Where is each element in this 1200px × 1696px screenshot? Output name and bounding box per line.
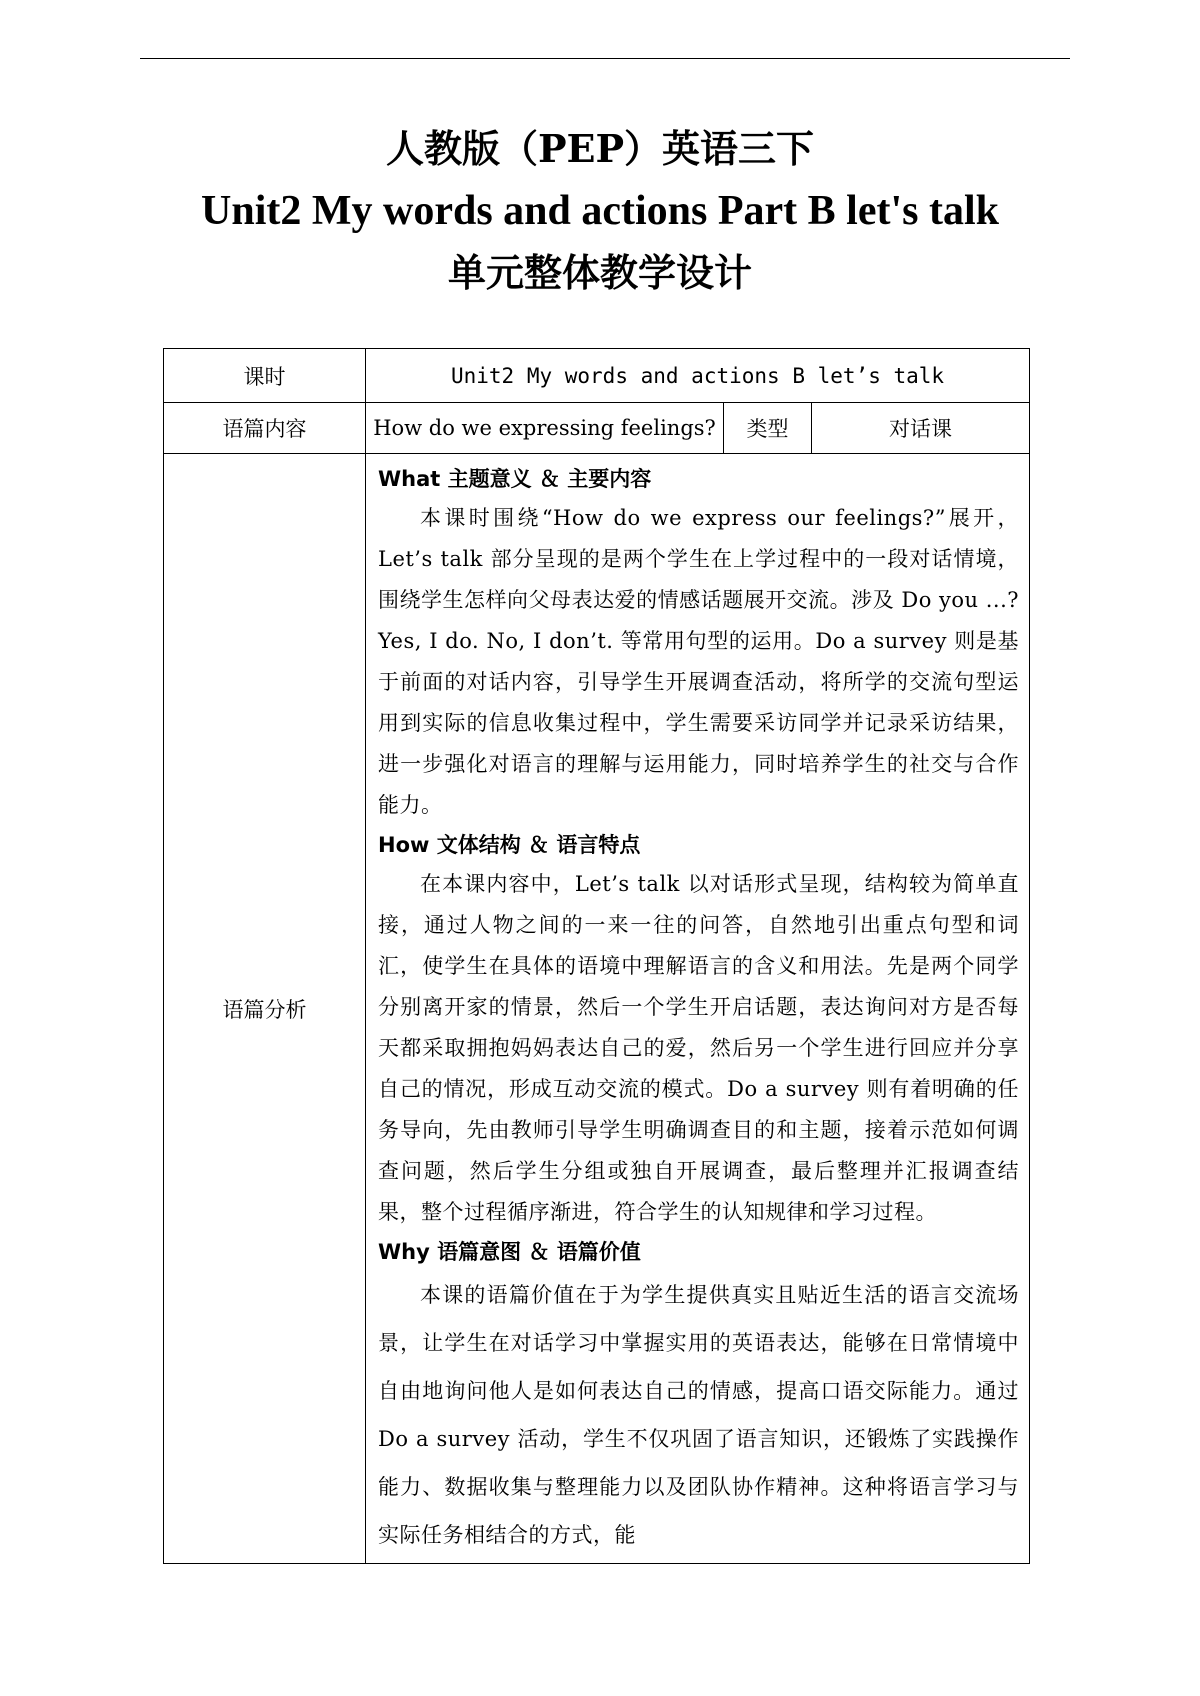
type-value: 对话课 xyxy=(812,403,1030,454)
header-rule xyxy=(140,58,1070,59)
analysis-content xyxy=(366,454,1030,1564)
lesson-label: 课时 xyxy=(164,349,366,403)
table-row-lesson xyxy=(164,349,1030,403)
title-line-2: Unit2 My words and actions Part B let's talk xyxy=(201,188,999,234)
section-heading-what: What 主题意义 ＆ 主要内容 xyxy=(378,467,652,491)
type-label: 类型 xyxy=(724,403,812,454)
section-heading-how: How 文体结构 ＆ 语言特点 xyxy=(378,833,641,857)
title-line-3: 单元整体教学设计 xyxy=(447,250,752,295)
section-heading-why: Why 语篇意图 ＆ 语篇价值 xyxy=(378,1240,641,1264)
content-label: 语篇内容 xyxy=(164,403,366,454)
document-title xyxy=(0,118,1200,304)
section-text-how: 在本课内容中，Let’s talk 以对话形式呈现，结构较为简单直接，通过人物之间的一来一往的问答，自然地引出重点句型和词汇，使学生在具体的语境中理解语言的含义和用法。先是两个同学分别离开家的情景，然后一个学生开启话题，表达询问对方是否每天都采取拥抱妈妈表达自己的爱，然后另一个学生进行回应并分享自己的情况，形成互动交流的模式。Do a survey 则有着明确的任务导向，先由教师引导学生明确调查目的和主题，接着示范如何调查问题，然后学生分组或独自开展调查，最后整理并汇报调查结果，整个过程循序渐进，符合学生的认知规律和学习过程。 xyxy=(378,872,1020,1224)
analysis-label: 语篇分析 xyxy=(164,454,366,1564)
section-text-what: 本课时围绕“How do we express our feelings?”展开，Let’s talk 部分呈现的是两个学生在上学过程中的一段对话情境，围绕学生怎样向父母表达爱的情感话题展开交流。涉及 Do you ...? Yes, I do. No, I don’t. 等常用句型的运用。Do a survey 则是基于前面的对话内容，引导学生开展调查活动，将所学的交流句型运用到实际的信息收集过程中，学生需要采访同学并记录采访结果，进一步强化对语言的理解与运用能力，同时培养学生的社交与合作能力。 xyxy=(378,506,1020,817)
section-text-why: 本课的语篇价值在于为学生提供真实且贴近生活的语言交流场景，让学生在对话学习中掌握实用的英语表达，能够在日常情境中自由地询问他人是如何表达自己的情感，提高口语交际能力。通过 Do a survey 活动，学生不仅巩固了语言知识，还锻炼了实践操作能力、数据收集与整理能力以及团队协作精神。这种将语言学习与实际任务相结合的方式，能 xyxy=(378,1283,1020,1547)
table-row-content xyxy=(164,403,1030,454)
title-line-1: 人教版（PEP）英语三下 xyxy=(385,126,815,171)
lesson-value: Unit2 My words and actions B let’s talk xyxy=(366,349,1030,403)
table-row-analysis xyxy=(164,454,1030,1564)
content-value: How do we expressing feelings? xyxy=(366,403,724,454)
lesson-design-table xyxy=(163,348,1030,1564)
